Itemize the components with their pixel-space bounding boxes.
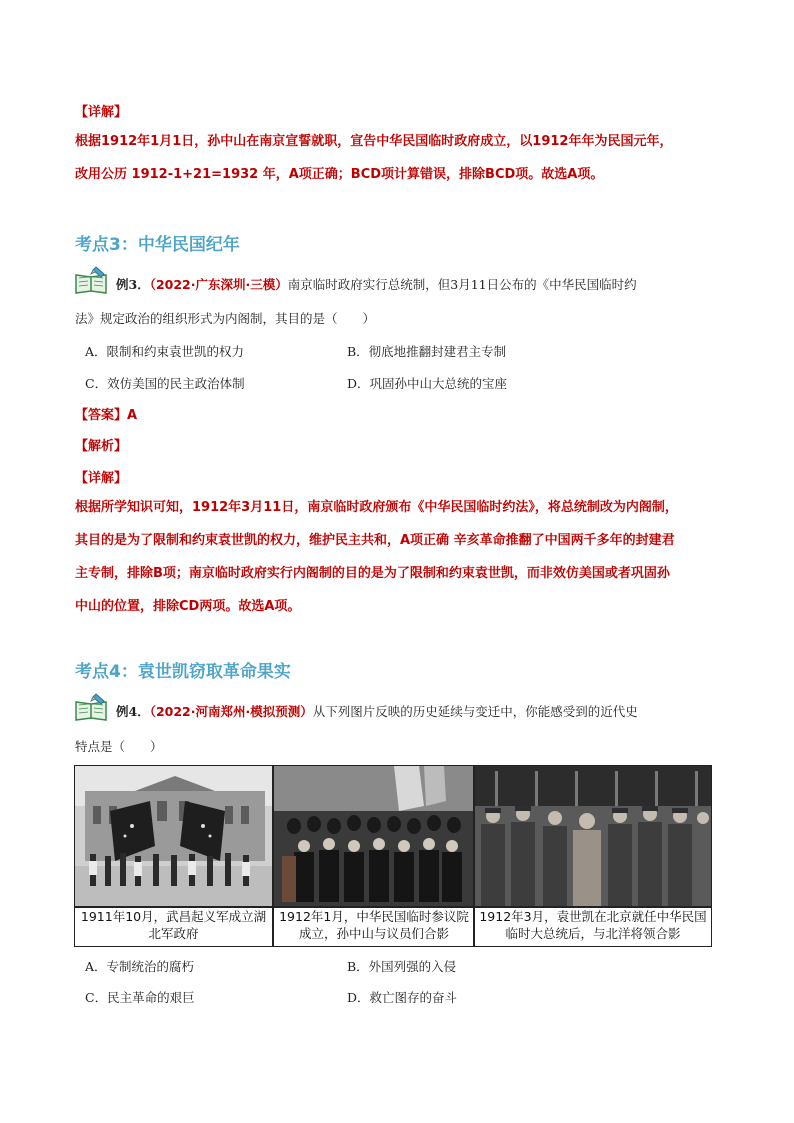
- example-label: 例3．: [116, 277, 150, 292]
- option-b: B．外国列强的入侵: [347, 959, 457, 974]
- detail-line: 改用公历 1912-1+21=1932 年，A项正确；BCD项计算错误，排除BCD项。故选A项。: [75, 167, 604, 182]
- detail-line: 中山的位置，排除CD两项。故选A项。: [75, 599, 301, 614]
- open-book-pencil-icon: [74, 265, 108, 295]
- answer-label: 【答案】A: [75, 408, 138, 423]
- stem-text: 南京临时政府实行总统制，但3月11日公布的《中华民国临时约: [287, 277, 637, 292]
- detail-line: 根据所学知识可知，1912年3月11日，南京临时政府颁布《中华民国临时约法》，将总统制改为内阁制，: [75, 500, 678, 515]
- photo-divider: [272, 766, 274, 946]
- detail-label: 【详解】: [75, 471, 128, 486]
- example-source: （2022·河南郑州·模拟预测）: [149, 704, 313, 719]
- detail-label-prev: 【详解】: [75, 105, 128, 120]
- example-label: 例4．: [116, 704, 150, 719]
- example-source: （2022·广东深圳·三模）: [149, 277, 288, 292]
- option-d: D．救亡图存的奋斗: [347, 990, 458, 1005]
- option-c: C．民主革命的艰巨: [85, 990, 195, 1005]
- option-a: A．限制和约束袁世凯的权力: [85, 344, 245, 359]
- example-3-stem-line2: 法》规定政治的组织形式为内阁制，其目的是（ ）: [75, 311, 376, 326]
- photo-caption-3: 1912年3月，袁世凯在北京就任中华民国临时大总统后，与北洋将领合影: [479, 909, 707, 941]
- detail-line: 根据1912年1月1日，孙中山在南京宣誓就职，宣告中华民国临时政府成立，以1912年年为民国元年，: [75, 134, 673, 149]
- option-a: A．专制统治的腐朽: [85, 959, 195, 974]
- photo-caption-2: 1912年1月，中华民国临时参议院成立，孙中山与议员们合影: [279, 909, 469, 941]
- open-book-pencil-icon: [74, 692, 108, 722]
- option-d: D．巩固孙中山大总统的宝座: [347, 376, 508, 391]
- topic-4-title: 考点4：袁世凯窃取革命果实: [75, 662, 291, 682]
- detail-line: 其目的是为了限制和约束袁世凯的权力，维护民主共和，A项正确 辛亥革命推翻了中国两千多年的封建君: [75, 533, 675, 548]
- photo-divider: [473, 766, 475, 946]
- example-3-stem: [116, 275, 637, 293]
- example-4-stem: [116, 702, 638, 720]
- option-b: B．彻底地推翻封建君主专制: [347, 344, 507, 359]
- detail-text-3: [75, 491, 725, 623]
- stem-text: 从下列图片反映的历史延续与变迁中，你能感受到的近代史: [312, 704, 638, 719]
- photo-yuan-shikai-inauguration: [475, 766, 711, 906]
- option-c: C．效仿美国的民主政治体制: [85, 376, 245, 391]
- historical-photos-figure: [74, 765, 712, 947]
- example-4-stem-line2: 特点是（ ）: [75, 739, 163, 754]
- detail-text-prev: [75, 125, 725, 191]
- analysis-label: 【解析】: [75, 439, 128, 454]
- photo-provisional-senate: [274, 766, 473, 906]
- photo-hubei-military-government: [75, 766, 272, 906]
- topic-3-title: 考点3：中华民国纪年: [75, 235, 240, 255]
- photo-caption-1: 1911年10月，武昌起义军成立湖北军政府: [80, 909, 267, 941]
- detail-line: 主专制，排除B项；南京临时政府实行内阁制的目的是为了限制和约束袁世凯，而非效仿美国或者巩固孙: [75, 566, 670, 581]
